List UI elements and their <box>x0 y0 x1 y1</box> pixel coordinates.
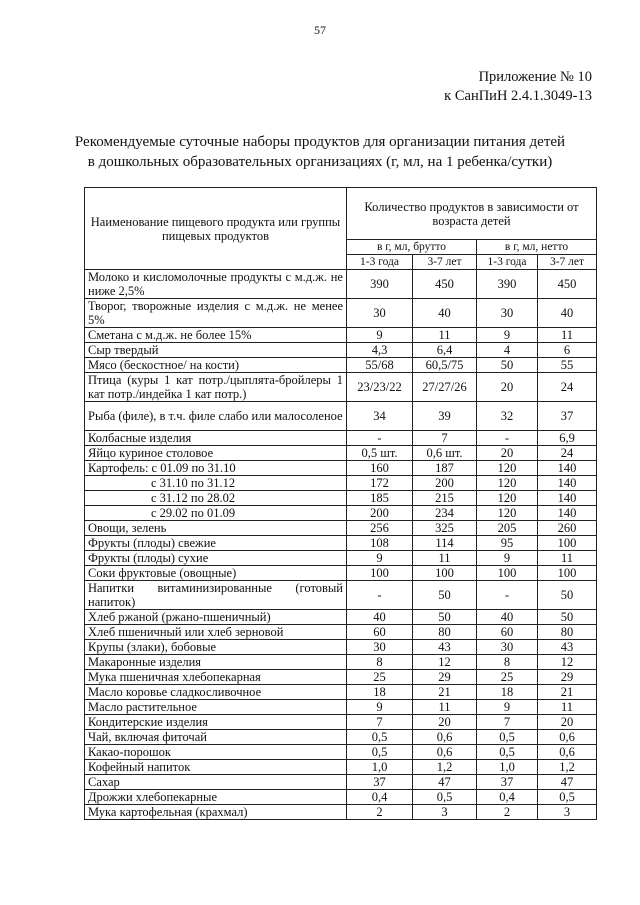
gross-1-3: 2 <box>347 805 413 820</box>
appendix-reference <box>444 68 592 106</box>
product-name: Птица (куры 1 кат потр./цыплята-бройлеры 1 кат потр./индейка 1 кат потр.) <box>85 373 347 402</box>
product-name: Соки фруктовые (овощные) <box>85 566 347 581</box>
gross-1-3: 18 <box>347 685 413 700</box>
table-row <box>85 805 597 820</box>
table-row <box>85 402 597 431</box>
product-name: Колбасные изделия <box>85 431 347 446</box>
table-row <box>85 640 597 655</box>
net-1-3: 120 <box>477 461 538 476</box>
net-1-3: 20 <box>477 446 538 461</box>
table-row <box>85 610 597 625</box>
product-name: Дрожжи хлебопекарные <box>85 790 347 805</box>
net-3-7: 0,6 <box>538 745 597 760</box>
net-1-3: 60 <box>477 625 538 640</box>
product-name: Молоко и кисломолочные продукты с м.д.ж. не ниже 2,5% <box>85 270 347 299</box>
gross-1-3: 0,4 <box>347 790 413 805</box>
net-3-7: 100 <box>538 566 597 581</box>
net-3-7: 6 <box>538 343 597 358</box>
net-1-3: 120 <box>477 491 538 506</box>
table-row <box>85 685 597 700</box>
net-3-7: 80 <box>538 625 597 640</box>
gross-1-3: 25 <box>347 670 413 685</box>
table-row <box>85 760 597 775</box>
gross-3-7: 21 <box>413 685 477 700</box>
table-row <box>85 299 597 328</box>
net-1-3: 7 <box>477 715 538 730</box>
product-name: Мука картофельная (крахмал) <box>85 805 347 820</box>
net-1-3: 390 <box>477 270 538 299</box>
gross-3-7: 0,6 <box>413 745 477 760</box>
gross-3-7: 0,5 <box>413 790 477 805</box>
gross-3-7: 40 <box>413 299 477 328</box>
gross-3-7: 50 <box>413 610 477 625</box>
header-age-gross-3-7: 3-7 лет <box>413 255 477 270</box>
net-1-3: 8 <box>477 655 538 670</box>
product-name: Хлеб пшеничный или хлеб зерновой <box>85 625 347 640</box>
net-1-3: - <box>477 581 538 610</box>
gross-3-7: 29 <box>413 670 477 685</box>
gross-3-7: 215 <box>413 491 477 506</box>
header-product-name: Наименование пищевого продукта или группы пищевых продуктов <box>85 188 347 270</box>
net-1-3: 4 <box>477 343 538 358</box>
gross-1-3: 40 <box>347 610 413 625</box>
gross-1-3: 60 <box>347 625 413 640</box>
gross-3-7: 100 <box>413 566 477 581</box>
net-1-3: 32 <box>477 402 538 431</box>
net-1-3: 100 <box>477 566 538 581</box>
table-row <box>85 790 597 805</box>
gross-3-7: 50 <box>413 581 477 610</box>
gross-1-3: 185 <box>347 491 413 506</box>
net-1-3: 37 <box>477 775 538 790</box>
gross-3-7: 80 <box>413 625 477 640</box>
product-name: Крупы (злаки), бобовые <box>85 640 347 655</box>
header-age-gross-1-3: 1-3 года <box>347 255 413 270</box>
gross-3-7: 6,4 <box>413 343 477 358</box>
product-name: Фрукты (плоды) свежие <box>85 536 347 551</box>
net-3-7: 260 <box>538 521 597 536</box>
gross-1-3: 8 <box>347 655 413 670</box>
net-3-7: 24 <box>538 446 597 461</box>
table-row <box>85 506 597 521</box>
table-row <box>85 670 597 685</box>
gross-3-7: 7 <box>413 431 477 446</box>
net-3-7: 29 <box>538 670 597 685</box>
product-name: Хлеб ржаной (ржано-пшеничный) <box>85 610 347 625</box>
gross-3-7: 1,2 <box>413 760 477 775</box>
net-1-3: 0,5 <box>477 745 538 760</box>
gross-1-3: 9 <box>347 700 413 715</box>
product-name: с 31.12 по 28.02 <box>85 491 347 506</box>
products-table <box>84 187 597 820</box>
product-name: Кофейный напиток <box>85 760 347 775</box>
net-3-7: 55 <box>538 358 597 373</box>
product-name: Сметана с м.д.ж. не более 15% <box>85 328 347 343</box>
gross-1-3: 100 <box>347 566 413 581</box>
net-1-3: 30 <box>477 299 538 328</box>
gross-3-7: 200 <box>413 476 477 491</box>
table-row <box>85 551 597 566</box>
product-name: с 31.10 по 31.12 <box>85 476 347 491</box>
net-1-3: 9 <box>477 700 538 715</box>
net-1-3: 2 <box>477 805 538 820</box>
net-3-7: 140 <box>538 491 597 506</box>
net-3-7: 450 <box>538 270 597 299</box>
table-row <box>85 476 597 491</box>
product-name: Напитки витаминизированные (готовый напиток) <box>85 581 347 610</box>
product-name: Овощи, зелень <box>85 521 347 536</box>
gross-1-3: 108 <box>347 536 413 551</box>
table-row <box>85 566 597 581</box>
net-3-7: 37 <box>538 402 597 431</box>
gross-3-7: 11 <box>413 700 477 715</box>
net-1-3: - <box>477 431 538 446</box>
product-name: Масло растительное <box>85 700 347 715</box>
header-age-net-1-3: 1-3 года <box>477 255 538 270</box>
table-row <box>85 581 597 610</box>
product-name: Сахар <box>85 775 347 790</box>
product-name: Картофель: с 01.09 по 31.10 <box>85 461 347 476</box>
product-name: Какао-порошок <box>85 745 347 760</box>
net-1-3: 50 <box>477 358 538 373</box>
net-1-3: 1,0 <box>477 760 538 775</box>
net-1-3: 18 <box>477 685 538 700</box>
net-1-3: 40 <box>477 610 538 625</box>
table-row <box>85 491 597 506</box>
net-1-3: 205 <box>477 521 538 536</box>
table-row <box>85 358 597 373</box>
header-quantity: Количество продуктов в зависимости от возраста детей <box>347 188 597 240</box>
gross-3-7: 11 <box>413 328 477 343</box>
net-3-7: 0,6 <box>538 730 597 745</box>
gross-3-7: 325 <box>413 521 477 536</box>
header-age-net-3-7: 3-7 лет <box>538 255 597 270</box>
net-3-7: 140 <box>538 476 597 491</box>
net-3-7: 11 <box>538 700 597 715</box>
document-title <box>40 132 600 172</box>
net-1-3: 30 <box>477 640 538 655</box>
table-row <box>85 730 597 745</box>
product-name: Яйцо куриное столовое <box>85 446 347 461</box>
gross-1-3: 1,0 <box>347 760 413 775</box>
gross-3-7: 43 <box>413 640 477 655</box>
net-1-3: 120 <box>477 476 538 491</box>
title-line-1: Рекомендуемые суточные наборы продуктов для организации питания детей <box>74 134 566 150</box>
table-row <box>85 715 597 730</box>
gross-3-7: 39 <box>413 402 477 431</box>
gross-1-3: 37 <box>347 775 413 790</box>
gross-1-3: 9 <box>347 551 413 566</box>
gross-3-7: 11 <box>413 551 477 566</box>
product-name: с 29.02 по 01.09 <box>85 506 347 521</box>
gross-1-3: 34 <box>347 402 413 431</box>
table-row <box>85 536 597 551</box>
table-body <box>85 270 597 820</box>
net-3-7: 20 <box>538 715 597 730</box>
net-3-7: 40 <box>538 299 597 328</box>
table-row <box>85 461 597 476</box>
table-row <box>85 328 597 343</box>
gross-1-3: 160 <box>347 461 413 476</box>
gross-3-7: 20 <box>413 715 477 730</box>
gross-3-7: 187 <box>413 461 477 476</box>
net-3-7: 100 <box>538 536 597 551</box>
gross-1-3: 55/68 <box>347 358 413 373</box>
gross-3-7: 234 <box>413 506 477 521</box>
table-row <box>85 700 597 715</box>
net-3-7: 12 <box>538 655 597 670</box>
product-name: Фрукты (плоды) сухие <box>85 551 347 566</box>
product-name: Рыба (филе), в т.ч. филе слабо или малосоленое <box>85 402 347 431</box>
net-1-3: 0,5 <box>477 730 538 745</box>
header-gross: в г, мл, брутто <box>347 240 477 255</box>
product-name: Мясо (бескостное/ на кости) <box>85 358 347 373</box>
title-line-2: в дошкольных образовательных организациях (г, мл, на 1 ребенка/сутки) <box>87 154 553 170</box>
net-1-3: 25 <box>477 670 538 685</box>
gross-1-3: 4,3 <box>347 343 413 358</box>
gross-3-7: 0,6 <box>413 730 477 745</box>
net-1-3: 9 <box>477 328 538 343</box>
gross-3-7: 0,6 шт. <box>413 446 477 461</box>
net-3-7: 50 <box>538 610 597 625</box>
product-name: Масло коровье сладкосливочное <box>85 685 347 700</box>
net-3-7: 3 <box>538 805 597 820</box>
product-name: Кондитерские изделия <box>85 715 347 730</box>
gross-1-3: 200 <box>347 506 413 521</box>
gross-3-7: 27/27/26 <box>413 373 477 402</box>
gross-1-3: 7 <box>347 715 413 730</box>
net-3-7: 0,5 <box>538 790 597 805</box>
gross-1-3: 256 <box>347 521 413 536</box>
header-net: в г, мл, нетто <box>477 240 597 255</box>
page-number: 57 <box>314 23 326 37</box>
gross-1-3: 172 <box>347 476 413 491</box>
gross-3-7: 12 <box>413 655 477 670</box>
net-1-3: 9 <box>477 551 538 566</box>
product-name: Чай, включая фиточай <box>85 730 347 745</box>
net-3-7: 50 <box>538 581 597 610</box>
gross-3-7: 450 <box>413 270 477 299</box>
gross-1-3: - <box>347 581 413 610</box>
gross-1-3: 0,5 <box>347 745 413 760</box>
table-row <box>85 373 597 402</box>
table-row <box>85 775 597 790</box>
table-row <box>85 745 597 760</box>
table-row <box>85 270 597 299</box>
table-row <box>85 343 597 358</box>
net-3-7: 24 <box>538 373 597 402</box>
product-name: Сыр твердый <box>85 343 347 358</box>
gross-1-3: 390 <box>347 270 413 299</box>
gross-1-3: 30 <box>347 299 413 328</box>
gross-3-7: 114 <box>413 536 477 551</box>
gross-1-3: 0,5 <box>347 730 413 745</box>
gross-1-3: 30 <box>347 640 413 655</box>
net-3-7: 47 <box>538 775 597 790</box>
gross-1-3: 0,5 шт. <box>347 446 413 461</box>
gross-3-7: 3 <box>413 805 477 820</box>
table-row <box>85 446 597 461</box>
net-3-7: 6,9 <box>538 431 597 446</box>
net-1-3: 120 <box>477 506 538 521</box>
net-1-3: 0,4 <box>477 790 538 805</box>
net-3-7: 11 <box>538 551 597 566</box>
gross-3-7: 60,5/75 <box>413 358 477 373</box>
net-3-7: 140 <box>538 506 597 521</box>
net-1-3: 20 <box>477 373 538 402</box>
appendix-line-1: Приложение № 10 <box>478 69 592 85</box>
net-1-3: 95 <box>477 536 538 551</box>
product-name: Творог, творожные изделия с м.д.ж. не менее 5% <box>85 299 347 328</box>
gross-1-3: 23/23/22 <box>347 373 413 402</box>
gross-1-3: 9 <box>347 328 413 343</box>
net-3-7: 1,2 <box>538 760 597 775</box>
net-3-7: 43 <box>538 640 597 655</box>
net-3-7: 21 <box>538 685 597 700</box>
net-3-7: 11 <box>538 328 597 343</box>
table-row <box>85 655 597 670</box>
product-name: Макаронные изделия <box>85 655 347 670</box>
product-name: Мука пшеничная хлебопекарная <box>85 670 347 685</box>
net-3-7: 140 <box>538 461 597 476</box>
appendix-line-2: к СанПиН 2.4.1.3049-13 <box>444 88 592 104</box>
table-row <box>85 431 597 446</box>
gross-3-7: 47 <box>413 775 477 790</box>
table-row <box>85 521 597 536</box>
table-row <box>85 625 597 640</box>
gross-1-3: - <box>347 431 413 446</box>
